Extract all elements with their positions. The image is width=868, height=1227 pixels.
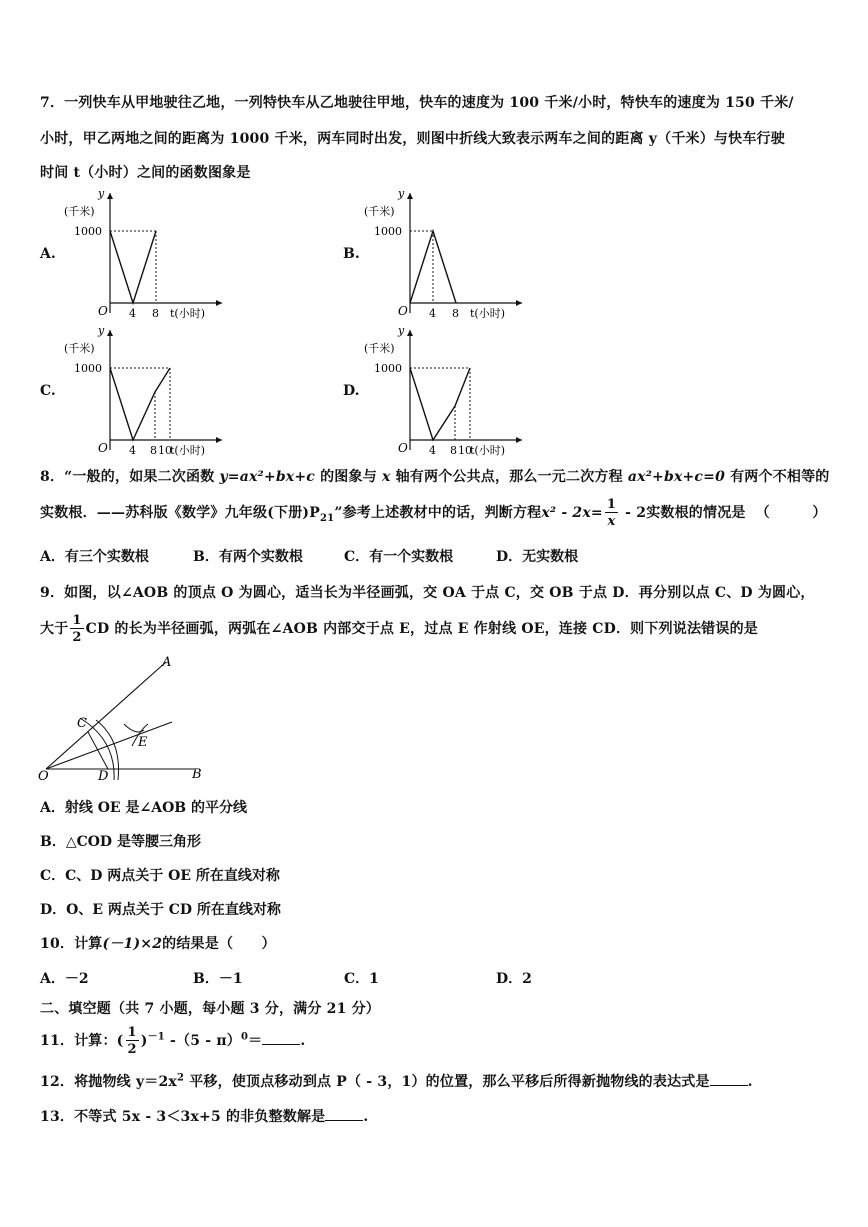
q7-graph-c bbox=[62, 322, 242, 461]
q11-text: ) bbox=[140, 1033, 148, 1049]
q9-choice-d[interactable]: D．O、E 两点关于 CD 所在直线对称 bbox=[40, 902, 281, 918]
q8-stem-line1 bbox=[40, 466, 830, 486]
q7-a-tick-4: 4 bbox=[129, 307, 136, 320]
q10-expression: (－1)×2 bbox=[102, 936, 163, 952]
q7-a-tick-8: 8 bbox=[152, 307, 159, 320]
q7-d-y-label: y bbox=[398, 324, 405, 337]
q7-stem-line1: 7．一列快车从甲地驶往乙地，一列特快车从乙地驶往甲地，快车的速度为 100 千米/小时，特快车的速度为 150 千米/ bbox=[40, 95, 794, 111]
q11-text: -（5 - π） bbox=[164, 1033, 241, 1049]
q8-text: 轴有两个公共点，那么一元二次方程 bbox=[390, 469, 628, 485]
q7-c-t-label: t(小时) bbox=[170, 444, 206, 457]
q8-text: 实数根．——苏科版《数学》九年级(下册)P bbox=[40, 505, 320, 521]
q11-text: 11．计算：( bbox=[40, 1033, 124, 1049]
q12-stem bbox=[40, 1071, 753, 1091]
q11-fraction bbox=[126, 1026, 139, 1056]
q8-equation: ax²+bx+c=0 bbox=[627, 469, 726, 485]
q10-choice-a[interactable]: A．－2 bbox=[40, 971, 89, 987]
q7-graph-d bbox=[362, 322, 542, 461]
q9-fraction bbox=[70, 614, 83, 644]
q7-a-origin: O bbox=[98, 304, 108, 318]
q7-b-t-label: t(小时) bbox=[470, 307, 506, 320]
q9-label-e: E bbox=[138, 735, 148, 750]
q7-d-tick-8: 8 bbox=[450, 444, 457, 457]
q9-text: 大于 bbox=[40, 621, 69, 637]
q7-c-tick-4: 4 bbox=[129, 444, 136, 457]
q8-frac-den: x bbox=[607, 514, 616, 529]
q12-text: 12．将抛物线 y＝2x bbox=[40, 1074, 177, 1090]
q8-frac-num: 1 bbox=[606, 497, 617, 512]
q8-text: - 2实数根的情况是 bbox=[620, 505, 746, 521]
q7-d-unit-label: (千米) bbox=[364, 342, 395, 355]
q7-b-y-label: y bbox=[398, 187, 405, 200]
q7-b-tick-4: 4 bbox=[429, 307, 436, 320]
q9-label-a: A bbox=[162, 655, 172, 670]
q9-text: CD 的长为半径画弧，两弧在∠AOB 内部交于点 E，过点 E 作射线 OE，连接 CD．则下列说法错误的是 bbox=[85, 621, 758, 637]
q7-a-y-label: y bbox=[98, 187, 105, 200]
q11-text: . bbox=[300, 1033, 306, 1049]
q10-stem bbox=[40, 933, 276, 953]
q7-option-b-label: B. bbox=[343, 246, 360, 262]
q10-choice-c[interactable]: C．1 bbox=[344, 971, 379, 987]
q8-choice-d[interactable]: D．无实数根 bbox=[496, 549, 579, 565]
q7-a-t-label: t(小时) bbox=[170, 307, 206, 320]
q8-x-var: x bbox=[381, 469, 391, 485]
q8-choice-c[interactable]: C．有一个实数根 bbox=[344, 549, 454, 565]
q11-exponent-zero: 0 bbox=[241, 1031, 249, 1043]
q8-function: y=ax²+bx+c bbox=[219, 469, 316, 485]
q7-c-origin: O bbox=[98, 441, 108, 455]
q11-answer-blank[interactable] bbox=[262, 1032, 300, 1045]
q8-choice-a[interactable]: A．有三个实数根 bbox=[40, 549, 149, 565]
q7-b-origin: O bbox=[398, 304, 408, 318]
q8-text: 8．“一般的，如果二次函数 bbox=[40, 469, 220, 485]
q9-choice-b[interactable]: B．△COD 是等腰三角形 bbox=[40, 834, 201, 850]
q7-d-t-label: t(小时) bbox=[470, 444, 506, 457]
q7-c-tick-8: 8 bbox=[150, 444, 157, 457]
q7-stem-line3: 时间 t（小时）之间的函数图象是 bbox=[40, 165, 251, 181]
q13-stem bbox=[40, 1106, 368, 1126]
q12-answer-blank[interactable] bbox=[710, 1073, 748, 1086]
q7-a-max-label: 1000 bbox=[74, 225, 102, 238]
q7-graph-b bbox=[362, 185, 542, 324]
q9-choice-c[interactable]: C．C、D 两点关于 OE 所在直线对称 bbox=[40, 868, 280, 884]
q7-d-max-label: 1000 bbox=[374, 362, 402, 375]
q10-text: 的结果是（ ） bbox=[162, 936, 276, 952]
q7-b-unit-label: (千米) bbox=[364, 205, 395, 218]
q10-choice-d[interactable]: D．2 bbox=[496, 971, 532, 987]
q7-c-max-label: 1000 bbox=[74, 362, 102, 375]
q13-text: 13．不等式 5x - 3＜3x+5 的非负整数解是 bbox=[40, 1109, 326, 1125]
q7-d-tick-10: 10 bbox=[458, 444, 472, 457]
q8-stem-line2 bbox=[40, 498, 827, 528]
q9-label-c: C bbox=[77, 716, 87, 731]
q8-answer-paren: （ ） bbox=[755, 505, 827, 521]
q13-text: . bbox=[363, 1109, 369, 1125]
q8-text: 有两个不相等的 bbox=[725, 469, 830, 485]
q12-text: . bbox=[747, 1074, 753, 1090]
q11-stem bbox=[40, 1026, 305, 1056]
q8-text: ”参考上述教材中的话，判断方程 bbox=[334, 505, 542, 521]
q7-c-unit-label: (千米) bbox=[64, 342, 95, 355]
q7-c-y-label: y bbox=[98, 324, 105, 337]
q8-text: 的图象与 bbox=[315, 469, 382, 485]
q7-option-d-label: D. bbox=[343, 383, 360, 399]
q7-b-max-label: 1000 bbox=[374, 225, 402, 238]
q9-label-d: D bbox=[98, 769, 109, 784]
q13-answer-blank[interactable] bbox=[325, 1108, 363, 1121]
q7-d-line bbox=[410, 368, 470, 440]
q7-a-line bbox=[110, 231, 156, 303]
q7-d-tick-4: 4 bbox=[429, 444, 436, 457]
q7-d-origin: O bbox=[398, 441, 408, 455]
q7-c-tick-10: 10 bbox=[158, 444, 172, 457]
q10-choice-b[interactable]: B．－1 bbox=[193, 971, 243, 987]
q10-text: 10．计算 bbox=[40, 936, 103, 952]
q7-b-tick-8: 8 bbox=[452, 307, 459, 320]
q8-page-sub: 21 bbox=[319, 512, 335, 524]
q9-frac-num: 1 bbox=[72, 613, 82, 628]
q7-c-line bbox=[110, 368, 170, 440]
q11-exponent-neg1: －1 bbox=[147, 1031, 165, 1043]
q11-frac-den: 2 bbox=[127, 1042, 137, 1057]
q7-option-c-label: C. bbox=[40, 383, 56, 399]
q11-frac-num: 1 bbox=[127, 1025, 137, 1040]
q9-frac-den: 2 bbox=[72, 630, 82, 645]
section-fill-in-heading: 二、填空题（共 7 小题，每小题 3 分，满分 21 分） bbox=[40, 1001, 381, 1017]
q8-fraction bbox=[605, 498, 618, 528]
q9-angle-figure bbox=[36, 650, 216, 789]
q11-text: ＝ bbox=[248, 1033, 263, 1049]
q9-choice-a[interactable]: A．射线 OE 是∠AOB 的平分线 bbox=[40, 800, 247, 816]
q9-label-b: B bbox=[192, 767, 202, 782]
q7-option-a-label: A. bbox=[40, 246, 56, 262]
q8-equation-lhs: x² - 2x= bbox=[541, 505, 603, 521]
q7-graph-a bbox=[62, 185, 242, 324]
q9-label-o: O bbox=[38, 769, 49, 784]
q7-a-unit-label: (千米) bbox=[64, 205, 95, 218]
q12-text: 平移，使顶点移动到点 P（ - 3，1）的位置，那么平移后所得新抛物线的表达式是 bbox=[184, 1074, 710, 1090]
q12-exponent: 2 bbox=[176, 1072, 185, 1084]
q7-stem-line2: 小时，甲乙两地之间的距离为 1000 千米，两车同时出发，则图中折线大致表示两车之间的距离 y（千米）与快车行驶 bbox=[40, 131, 785, 147]
q9-stem-line2 bbox=[40, 614, 758, 644]
q9-stem-line1: 9．如图，以∠AOB 的顶点 O 为圆心，适当长为半径画弧，交 OA 于点 C，交 OB 于点 D．再分别以点 C、D 为圆心， bbox=[40, 585, 815, 601]
q8-choice-b[interactable]: B．有两个实数根 bbox=[193, 549, 303, 565]
